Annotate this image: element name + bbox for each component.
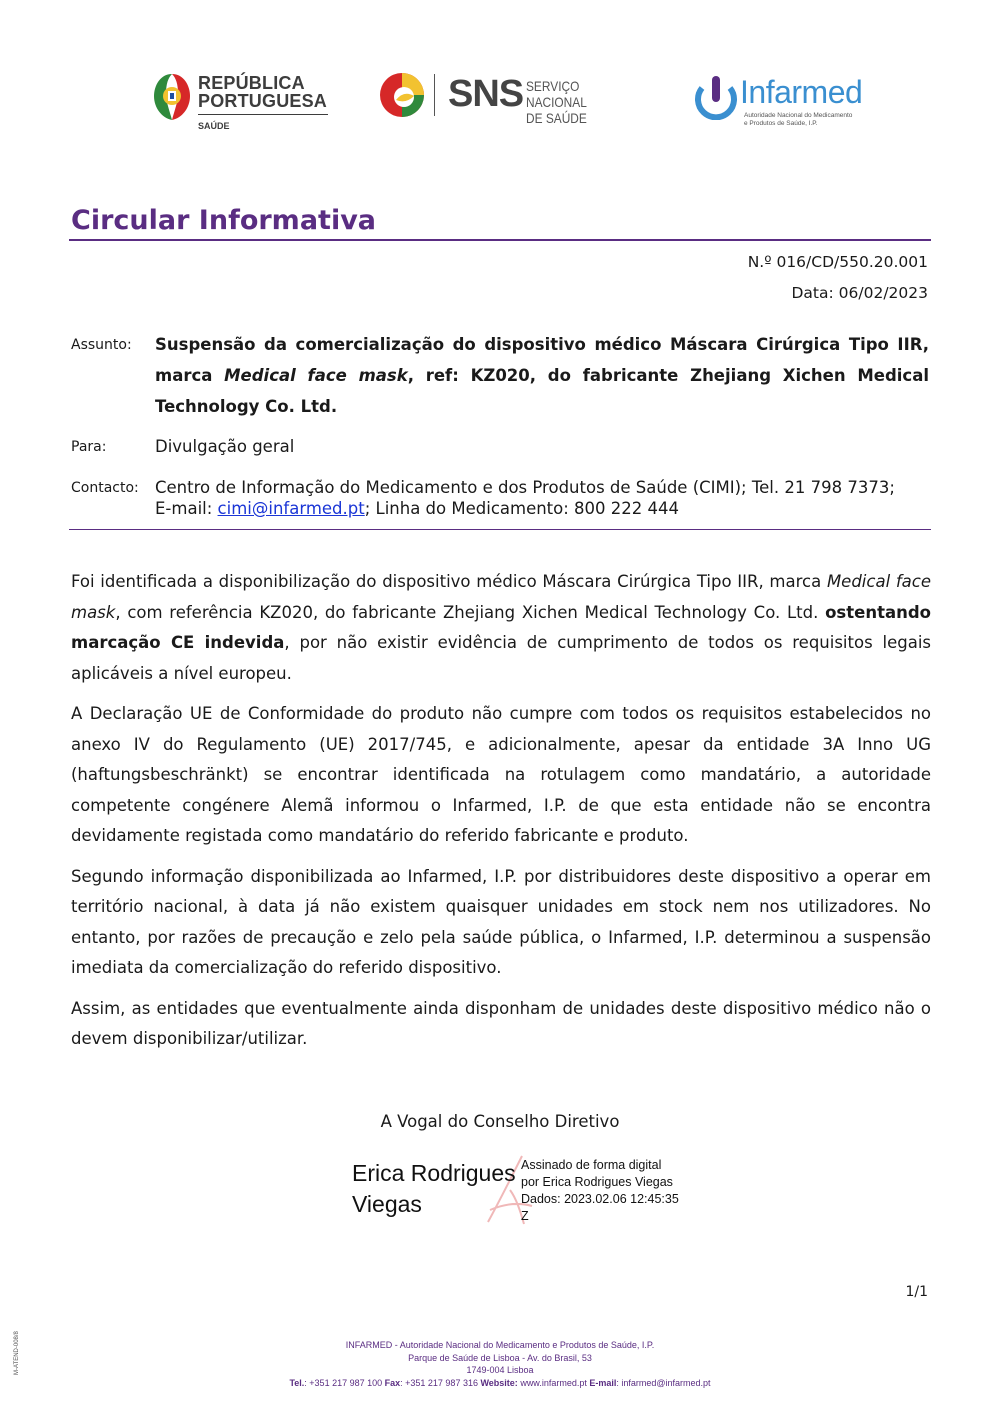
sns-emblem-icon <box>378 70 430 120</box>
recipient-label: Para: <box>71 439 107 455</box>
sns-logo <box>378 70 658 126</box>
sns-logo-sub1: SERVIÇO NACIONAL <box>526 78 587 110</box>
footer-tel: : +351 217 987 100 <box>304 1377 385 1388</box>
contact-email-link[interactable]: cimi@infarmed.pt <box>217 499 365 518</box>
contact-line1: Centro de Informação do Medicamento e dos Produtos de Saúde (CIMI); Tel. 21 798 7373; <box>155 478 895 497</box>
signature-name-line1: Erica Rodrigues <box>352 1160 516 1186</box>
footer-line3: 1749-004 Lisboa <box>466 1365 534 1375</box>
p1-text-b: , com referência KZ020, do fabricante Zhejiang Xichen Medical Technology Co. Ltd. <box>115 602 826 622</box>
signature-info-3: Dados: 2023.02.06 12:45:35 <box>521 1192 679 1206</box>
contact-text <box>155 477 945 519</box>
footer-tel-label: Tel. <box>289 1377 305 1388</box>
body-text <box>71 567 931 1065</box>
p1-brand: Medical face mask <box>71 572 931 622</box>
footer-line1: INFARMED - Autoridade Nacional do Medicamento e Produtos de Saúde, I.P. <box>345 1340 655 1350</box>
footer-contacts <box>0 1377 1000 1390</box>
footer-web[interactable]: www.infarmed.pt <box>517 1377 590 1388</box>
body-paragraph-4: Assim, as entidades que eventualmente ainda disponham de unidades deste dispositivo médico não o devem disponibilizar/utilizar. <box>71 998 931 1048</box>
contact-email-prefix: E-mail: <box>155 499 218 518</box>
circular-number: N.º 016/CD/550.20.001 <box>747 253 928 271</box>
contact-label: Contacto: <box>71 480 139 496</box>
coat-of-arms-icon <box>152 72 192 122</box>
republica-portuguesa-logo <box>150 70 340 140</box>
sns-logo-sub2: DE SAÚDE <box>526 110 587 126</box>
body-paragraph-3: Segundo informação disponibilizada ao Infarmed, I.P. por distribuidores deste dispositivo a operar em território nacional, à data já não existem quaisquer unidades em stock nem nos utilizadores. No entanto, por razões de precaução e zelo pela saúde pública, o Infarmed, I.P. determinou a suspensão imediata da comercialização do referido dispositivo. <box>71 866 931 977</box>
footer-web-label: Website: <box>480 1377 518 1388</box>
recipient-value: Divulgação geral <box>155 437 295 456</box>
footer-line2: Parque de Saúde de Lisboa - Av. do Brasil, 53 <box>408 1352 592 1363</box>
header-bottom-rule <box>69 529 931 530</box>
title-rule <box>69 239 931 241</box>
subject-part1: Suspensão da comercialização do dispositivo médico Máscara Cirúrgica Tipo IIR, marca <box>155 335 929 385</box>
footer-fax-label: Fax <box>384 1377 401 1388</box>
page-number: 1/1 <box>905 1284 928 1300</box>
subject-part2: , ref: KZ020, do fabricante Zhejiang Xichen Medical Technology Co. Ltd. <box>155 366 929 416</box>
subject-label: Assunto: <box>71 337 132 353</box>
p1-text-a: Foi identificada a disponibilização do dispositivo médico Máscara Cirúrgica Tipo IIR, marca <box>71 572 827 591</box>
infarmed-logo-sub1: Autoridade Nacional do Medicamento <box>744 112 853 119</box>
signature-info-1: Assinado de forma digital <box>521 1158 662 1172</box>
contact-line2-rest: ; Linha do Medicamento: 800 222 444 <box>364 499 680 518</box>
logo-rp-line2: PORTUGUESA <box>198 91 328 111</box>
p1-bold: ostentando marcação CE indevida <box>71 602 931 652</box>
signature-name-line2: Viegas <box>352 1191 422 1217</box>
infarmed-emblem-icon <box>694 74 738 120</box>
footer <box>0 1339 1000 1389</box>
subject-text <box>155 329 929 422</box>
subject-brand: Medical face mask <box>224 366 408 385</box>
infarmed-logo-sub2: e Produtos de Saúde, I.P. <box>744 120 818 127</box>
footer-fax: : +351 217 987 316 <box>400 1377 481 1388</box>
signature-info-4: Z <box>521 1209 529 1223</box>
circular-date: Data: 06/02/2023 <box>791 284 928 302</box>
form-code: M-ATEND-008/8 <box>14 1331 20 1375</box>
sns-divider <box>434 74 435 116</box>
logo-rp-sub: SAÚDE <box>198 121 230 131</box>
logo-rp-line1: REPÚBLICA <box>198 73 305 93</box>
document-title: Circular Informativa <box>71 205 377 236</box>
signature-role: A Vogal do Conselho Diretivo <box>380 1112 620 1131</box>
infarmed-logo-text: Infarmed <box>740 74 863 110</box>
sns-logo-text: SNS <box>448 73 524 115</box>
p1-text-c: , por não existir evidência de cumprimento de todos os requisitos legais aplicáveis a nível europeu. <box>71 633 931 683</box>
logo-rp-divider <box>198 114 328 115</box>
body-paragraph-1 <box>71 567 931 689</box>
body-paragraph-2: A Declaração UE de Conformidade do produto não cumpre com todos os requisitos estabelecidos no anexo IV do Regulamento (UE) 2017/745, e adicionalmente, apesar da entidade 3A Inno UG (haftungsbeschränkt) se encontrar identificada na rotulagem como mandatário, a autoridade competente congénere Alemã informou o Infarmed, I.P. de que esta entidade não se encontra devidamente registada como mandatário do referido fabricante e produto. <box>71 704 931 845</box>
footer-email[interactable]: : infarmed@infarmed.pt <box>616 1377 711 1388</box>
signature-info-2: por Erica Rodrigues Viegas <box>521 1175 673 1189</box>
signature-name <box>352 1158 516 1220</box>
infarmed-logo <box>694 72 884 134</box>
signature-info <box>521 1157 691 1225</box>
footer-email-label: E-mail <box>589 1377 617 1388</box>
